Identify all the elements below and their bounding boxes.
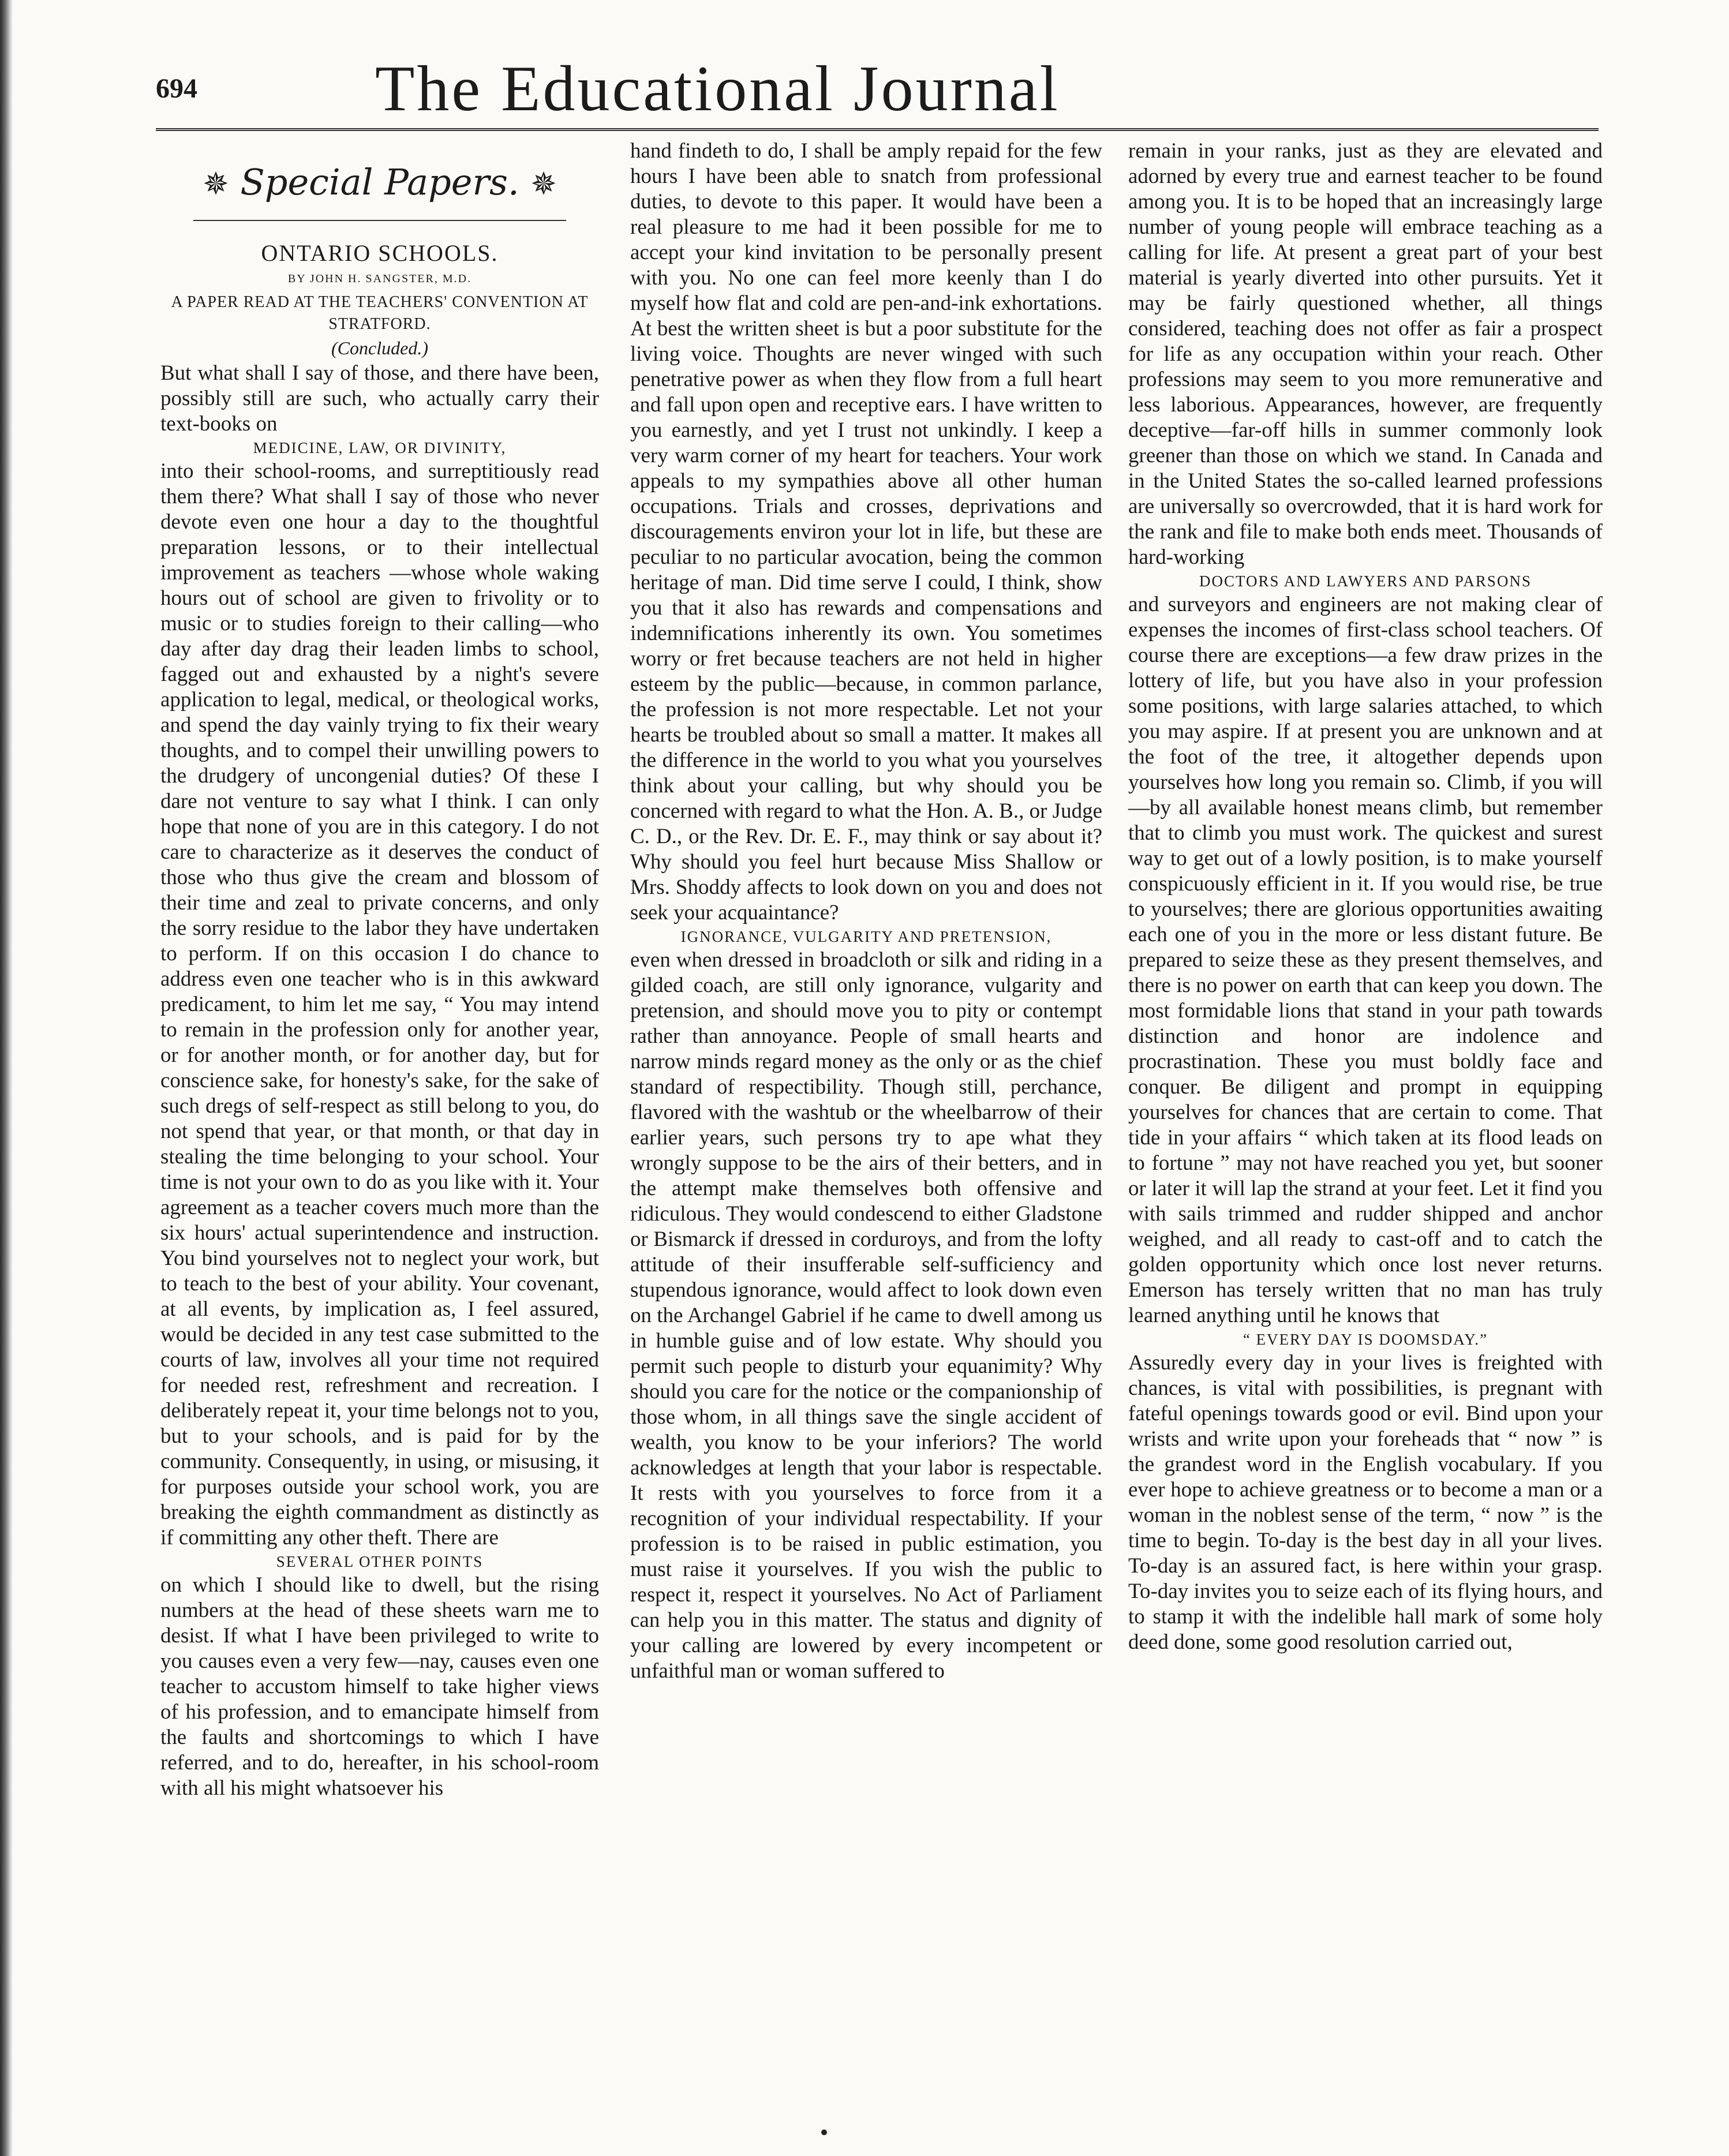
subhead-medicine-law-divinity: MEDICINE, LAW, OR DIVINITY, xyxy=(253,439,507,456)
subhead-every-day-is-doomsday: “ EVERY DAY IS DOOMSDAY.” xyxy=(1243,1331,1488,1348)
ornament-left-icon: ✵ xyxy=(203,166,229,202)
paragraph-2: into their school-rooms, and surreptitiously read them there? What shall I say of those who never devote even one hour a day to the thoughtful preparation lessons, or to their intellectual improvement as teachers —whose whole waking hours out of school are given to frivolity or to music or to studies foreign to their calling—who day after day drag their leaden limbs to school, fagged out and exhausted by a night's severe application to legal, medical, or theological works, and spend the day vainly trying to fix their weary thoughts, and to compel their unwilling powers to the drudgery of uncongenial duties? Of these I dare not venture to say what I think. I can only hope that none of you are in this category. I do not care to characterize as it deserves the conduct of those who thus give the cream and blossom of their time and zeal to private concerns, and only the sorry residue to the labor they have undertaken to perform. If on this occasion I do chance to address even one teacher who is in this awkward predicament, to him let me say, “ You may intend to remain in the profession only for another year, or for another month, or for another day, but for conscience sake, for honesty's sake, for the sake of such dregs of self-respect as still belong to you, do not spend that year, or that month, or that day in stealing the time belonging to your school. Your time is not your own to do as you like with it. Your agreement as a teacher covers much more than the six hours' actual superintendence and instruction. You bind yourselves not to neglect your work, but to teach to the best of your ability. Your covenant, at all events, by implication as, I feel assured, would be decided in any test case submitted to the courts of law, involves all your time not required for needed rest, refreshment and recreation. I deliberately repeat it, your time belongs not to you, but to your schools, and is paid for by the community. Consequently, in using, or misusing, it for purposes outside your school work, you are breaking the eighth commandment as distinctly as if committing any other theft. There are xyxy=(160,459,599,1549)
department-heading xyxy=(160,162,599,205)
article-subtitle: A PAPER READ AT THE TEACHERS' CONVENTION AT STRATFORD. xyxy=(171,293,589,333)
article-title: ONTARIO SCHOOLS. xyxy=(261,240,499,266)
masthead xyxy=(156,55,1599,125)
column-2 xyxy=(630,139,1102,1684)
page-bottom-mark xyxy=(821,2129,827,2135)
paragraph-7: and surveyors and engineers are not making clear of expenses the incomes of first-class school teachers. Of course there are exceptions—a few draw prizes in the lottery of life, but you have also in your profession some positions, with large salaries attached, to which you may aspire. If at present you are unknown and at the foot of the tree, it altogether depends upon yourselves how long you remain so. Climb, if you will —by all available honest means climb, but remember that to climb you must work. The quickest and surest way to get out of a lowly position, is to make yourself conspicuously efficient in it. If you would rise, be true to yourselves; there are glorious opportunities awaiting each one of you in the more or less distant future. Be prepared to seize these as they present themselves, and there is no power on earth that can keep you down. The most formidable lions that stand in your path towards distinction and honor are indolence and procrastination. These you must boldly face and conquer. Be diligent and prompt in equipping yourselves for chances that are certain to come. That tide in your affairs “ which taken at its flood leads on to fortune ” may not have reached you yet, but sooner or later it will lap the strand at your feet. Let it find you with sails trimmed and rudder shipped and anchor weighed, and all ready to cast-off and to catch the golden opportunity which once lost never returns. Emerson has tersely written that no man has truly learned anything until he knows that xyxy=(1128,593,1603,1327)
column-3 xyxy=(1128,139,1603,1655)
binding-shadow xyxy=(0,0,13,2156)
paragraph-6: remain in your ranks, just as they are elevated and adorned by every true and earnest teacher to be found among you. It is to be hoped that an increasingly large number of young people will embrace teaching as a calling for life. At present a great part of your best material is yearly diverted into other pursuits. Yet it may be fairly questioned whether, all things considered, teaching does not offer as fair a prospect for life as any occupation within your reach. Other professions may seem to you more remunerative and less laborious. Appearances, however, are frequently deceptive—far-off hills in summer commonly look greener than those on which we stand. In Canada and in the United States the so-called learned professions are universally so overcrowded, that it is hard work for the rank and file to make both ends meet. Thousands of hard-working xyxy=(1128,139,1603,569)
article-byline: BY JOHN H. SANGSTER, M.D. xyxy=(287,272,472,285)
department-rule xyxy=(193,220,566,221)
subhead-several-other-points: SEVERAL OTHER POINTS xyxy=(276,1553,484,1570)
ornament-right-icon: ✵ xyxy=(530,166,557,202)
masthead-rule xyxy=(156,128,1599,131)
article-status: (Concluded.) xyxy=(331,338,428,358)
column-1 xyxy=(160,139,599,1801)
subhead-ignorance-vulgarity: IGNORANCE, VULGARITY AND PRETENSION, xyxy=(680,928,1052,945)
paragraph-8: Assuredly every day in your lives is freighted with chances, is vital with possibilities, is pregnant with fateful openings towards good or evil. Bind upon your wrists and write upon your foreheads that “ now ” is the grandest word in the English vocabulary. If you ever hope to achieve greatness or to become a man or a woman in the noblest sense of the term, “ now ” is the time to begin. To-day is the best day in all your lives. To-day is an assured fact, is here within your grasp. To-day invites you to seize each of its flying hours, and to stamp it with the indelible hall mark of some holy deed done, some good resolution carried out, xyxy=(1128,1351,1603,1654)
journal-title: The Educational Journal xyxy=(375,53,1060,125)
subhead-doctors-lawyers-parsons: DOCTORS AND LAWYERS AND PARSONS xyxy=(1199,572,1532,590)
paragraph-3: on which I should like to dwell, but the rising numbers at the head of these sheets warn me to desist. If what I have been privileged to write to you causes even a very few—nay, causes even one teacher to accustom himself to take higher views of his profession, and to emancipate himself from the faults and shortcomings to which I have referred, and to do, hereafter, in his school-room with all his might whatsoever his xyxy=(160,1573,599,1800)
paragraph-1: But what shall I say of those, and there have been, possibly still are such, who actually carry their text-books on xyxy=(160,361,599,436)
page-number: 694 xyxy=(156,73,197,104)
department-heading-text: Special Papers. xyxy=(240,161,519,203)
paragraph-5: even when dressed in broadcloth or silk and riding in a gilded coach, are still only ignorance, vulgarity and pretension, and should move you to pity or contempt rather than annoyance. People of small hearts and narrow minds regard money as the only or as the chief standard of respectibility. Though still, perchance, flavored with the washtub or the wheelbarrow of their earlier years, such persons try to ape what they wrongly suppose to be the airs of their betters, and in the attempt make themselves both offensive and ridiculous. They would condescend to either Gladstone or Bismarck if dressed in corduroys, and from the lofty attitude of their insufferable self-sufficiency and stupendous ignorance, would affect to look down even on the Archangel Gabriel if he came to dwell among us in humble guise and of low estate. Why should you permit such people to disturb your equanimity? Why should you care for the notice or the companionship of those whom, in all things save the single accident of wealth, you know to be your inferiors? The world acknowledges at length that your labor is respectable. It rests with you yourselves to force from it a recognition of your individual respectability. If your profession is to be raised in public estimation, you must raise it yourselves. If you wish the public to respect it, respect it yourselves. No Act of Parliament can help you in this matter. The status and dignity of your calling are lowered by every incompetent or unfaithful man or woman suffered to xyxy=(630,948,1102,1683)
paragraph-4: hand findeth to do, I shall be amply repaid for the few hours I have been able to snatch from professional duties, to devote to this paper. It would have been a real pleasure to me had it been possible for me to accept your kind invitation to be personally present with you. No one can feel more keenly than I do myself how flat and cold are pen-and-ink exhortations. At best the written sheet is but a poor substitute for the living voice. Thoughts are never winged with such penetrative power as when they flow from a full heart and fall upon open and receptive ears. I have written to you earnestly, and yet I trust not unkindly. I keep a very warm corner of my heart for teachers. Your work appeals to my sympathies above all other human occupations. Trials and crosses, deprivations and discouragements environ your lot in life, but these are peculiar to no particular avocation, being the common heritage of man. Did time serve I could, I think, show you that it also has rewards and compensations and indemnifications inherently its own. You sometimes worry or fret because teachers are not held in higher esteem by the public—because, in common parlance, the profession is not more respectable. Let not your hearts be troubled about so small a matter. It makes all the difference in the world to you what you yourselves think about your calling, but why should you be concerned with regard to what the Hon. A. B., or Judge C. D., or the Rev. Dr. E. F., may think or say about it? Why should you feel hurt because Miss Shallow or Mrs. Shoddy affects to look down on you and does not seek your acquaintance? xyxy=(630,139,1102,924)
